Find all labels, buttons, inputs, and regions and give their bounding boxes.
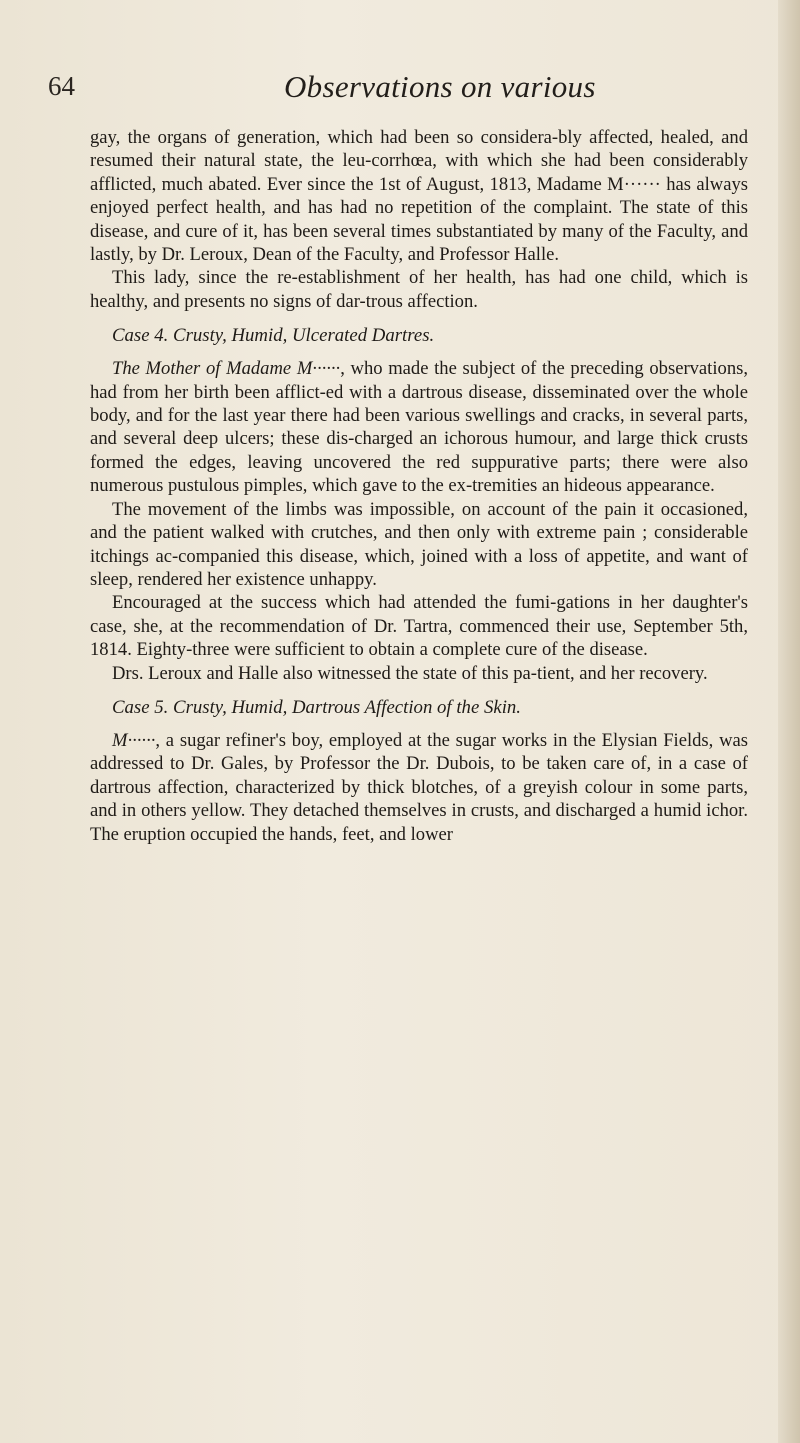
case-5-heading: Case 5. Crusty, Humid, Dartrous Affection of the Skin. [112,696,522,718]
paragraph-body: , a sugar refiner's boy, employed at the sugar works in the Elysian Fields, was addressed to Dr. Gales, by Professor the Dr. Dubois, to be taken care of, in a case of dartrous affection, characterized by thick blotches, of a greyish colour in some parts, and in others yellow. They detached themselves in crusts, and discharged a humid ichor. The eruption occupied the hands, feet, and lower [90,729,748,845]
paragraph-body: , who made the subject of the preceding observations, had from her birth been afflict-ed with a dartrous disease, disseminated over the whole body, and for the last year there had been various swellings and cracks, in several parts, and several deep ulcers; these dis-charged an ichorous humour, and large thick crusts formed the edges, leaving uncovered the red suppurative parts; there were also numerous pustulous pimples, which gave to the ex-tremities an hideous appearance. [90,358,748,497]
body-text [90,126,748,846]
paragraph: Encouraged at the success which had attended the fumi-gations in her daughter's case, she, at the recommendation of Dr. Tartra, commenced their use, September 5th, 1814. Eighty-three were sufficient to obtain a complete cure of the disease. [90,592,748,661]
paragraph: The movement of the limbs was impossible, on account of the pain it occasioned, and the patient walked with crutches, and then only with extreme pain ; considerable itchings ac-companied this disease, which, joined with a loss of appetite, and want of sleep, rendered her existence unhappy. [90,498,748,590]
paragraph-lead: M······ [112,729,156,751]
paragraph [90,357,748,497]
paragraph: This lady, since the re-establishment of her health, has had one child, which is healthy, and presents no signs of dar-trous affection. [90,267,748,312]
case-4-heading: Case 4. Crusty, Humid, Ulcerated Dartres. [112,325,435,347]
running-head [48,70,748,110]
paragraph-continuation: gay, the organs of generation, which had been so considera-bly affected, healed, and resumed their natural state, the leu-corrhœa, with which she had been considerably afflicted, much abated. Ever since the 1st of August, 1813, Madame M······ has always enjoyed perfect health, and has had no repetition of the complaint. The state of this disease, and cure of it, has been several times substantiated by many of the Faculty, and lastly, by Dr. Leroux, Dean of the Faculty, and Professor Halle. [90,127,748,266]
page-number: 64 [48,71,75,101]
running-title: Observations on various [284,69,596,104]
page-edge-shadow [778,0,800,1443]
paragraph-lead: The Mother of Madame M······ [112,358,341,380]
paragraph: Drs. Leroux and Halle also witnessed the state of this pa-tient, and her recovery. [112,662,708,684]
paragraph [90,729,748,846]
